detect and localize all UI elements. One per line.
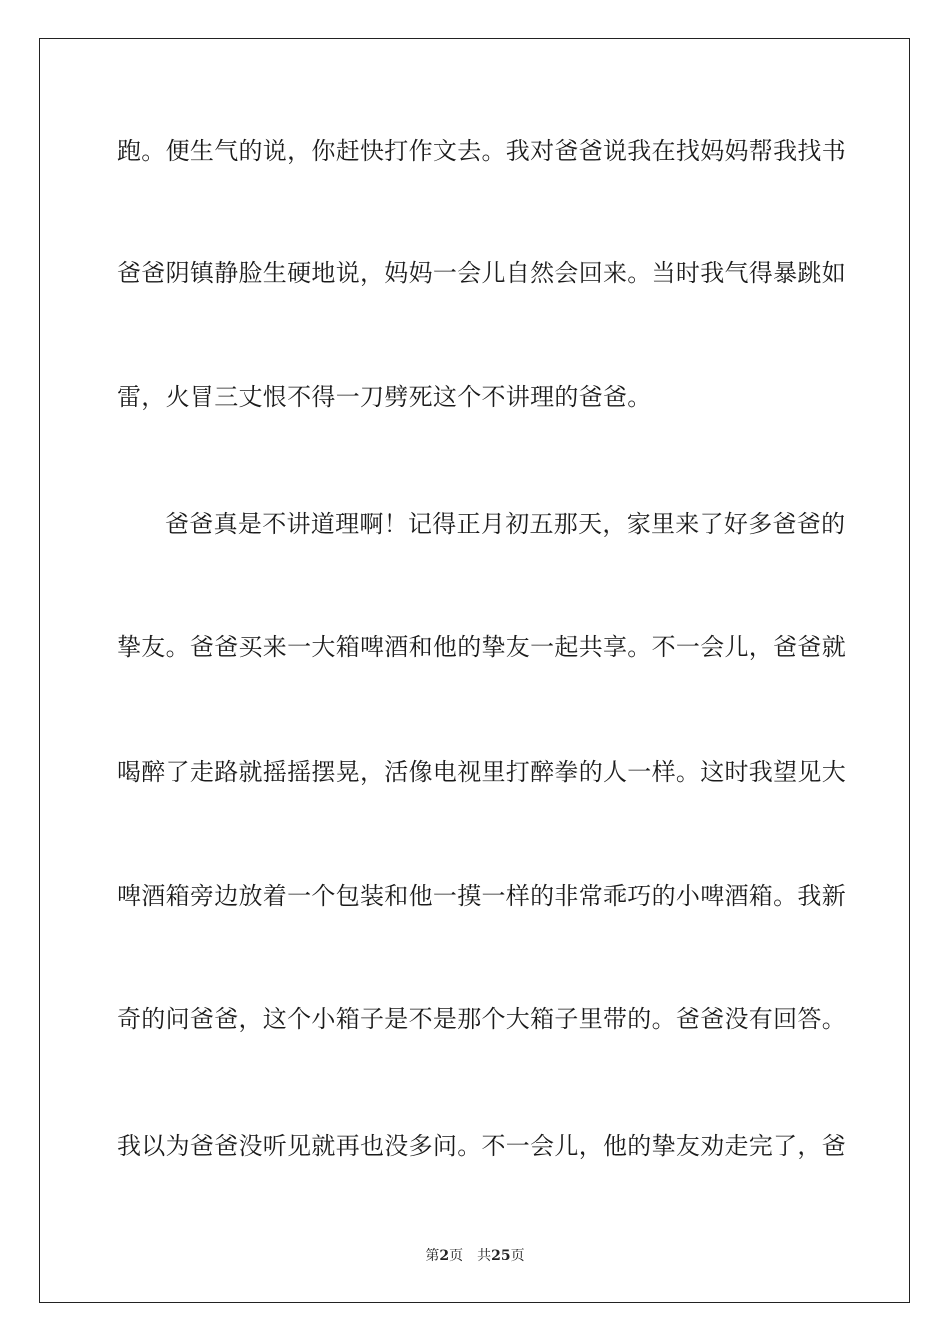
paragraph-line: 跑。便生气的说，你赶快打作文去。我对爸爸说我在找妈妈帮我找书 [117,137,846,165]
page-border [39,38,910,1303]
paragraph-line: 挚友。爸爸买来一大箱啤酒和他的挚友一起共享。不一会儿，爸爸就 [117,633,846,661]
paragraph-line: 喝醉了走路就摇摇摆晃，活像电视里打醉拳的人一样。这时我望见大 [117,758,846,786]
paragraph-line: 爸爸阴镇静脸生硬地说，妈妈一会儿自然会回来。当时我气得暴跳如 [117,259,846,287]
paragraph-line: 奇的问爸爸，这个小箱子是不是那个大箱子里带的。爸爸没有回答。 [117,1005,846,1033]
paragraph-line: 啤酒箱旁边放着一个包装和他一摸一样的非常乖巧的小啤酒箱。我新 [117,882,846,910]
page-footer [0,1248,950,1264]
page-number: 2 [439,1248,450,1264]
paragraph-line: 我以为爸爸没听见就再也没多问。不一会儿，他的挚友劝走完了，爸 [117,1132,846,1160]
paragraph-line: 爸爸真是不讲道理啊！记得正月初五那天，家里来了好多爸爸的 [165,510,846,538]
total-prefix: 共 [477,1248,492,1264]
page-prefix: 第 [425,1248,440,1264]
page-suffix: 页 [449,1248,464,1264]
total-pages: 25 [491,1248,511,1264]
total-suffix: 页 [510,1248,525,1264]
paragraph-line: 雷，火冒三丈恨不得一刀劈死这个不讲理的爸爸。 [117,383,652,411]
